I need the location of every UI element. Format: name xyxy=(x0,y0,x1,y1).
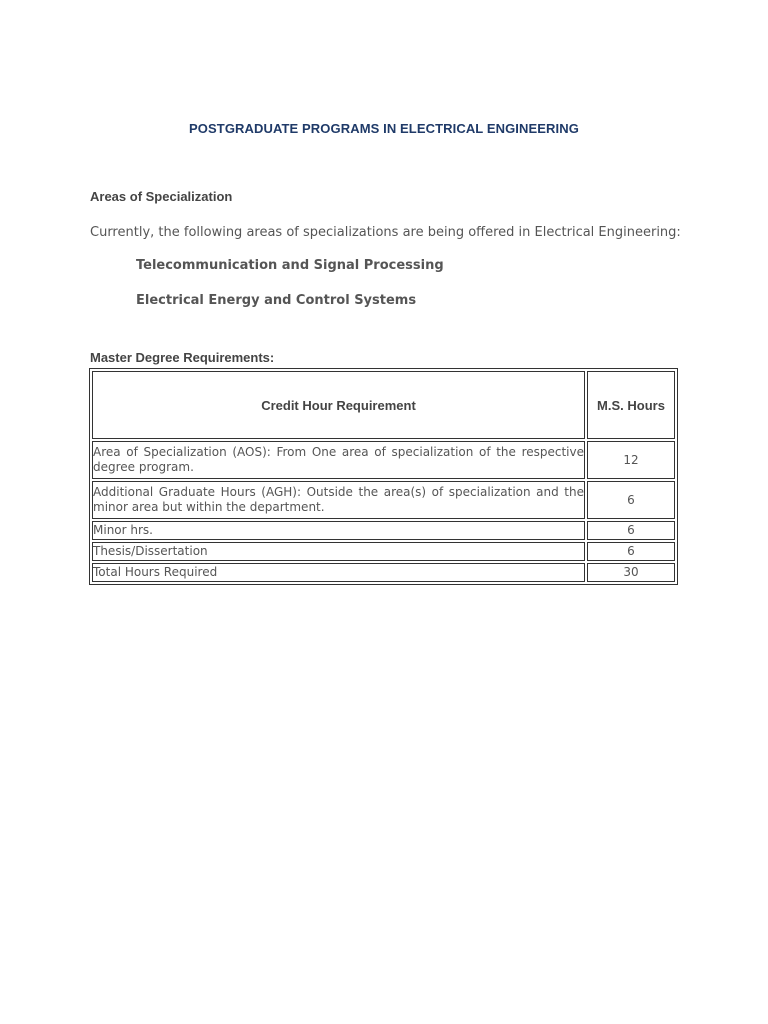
table-row xyxy=(92,563,675,582)
column-header-hours: M.S. Hours xyxy=(587,371,675,439)
hours-cell: 30 xyxy=(587,563,675,582)
table-row xyxy=(92,521,675,540)
requirements-table xyxy=(89,368,678,585)
hours-cell: 12 xyxy=(587,441,675,479)
table-row xyxy=(92,481,675,519)
requirement-cell: Thesis/Dissertation xyxy=(92,542,585,561)
areas-intro: Currently, the following areas of specializations are being offered in Electrical Engineering: xyxy=(90,225,681,240)
areas-heading: Areas of Specialization xyxy=(90,189,233,204)
hours-cell: 6 xyxy=(587,521,675,540)
requirement-cell: Additional Graduate Hours (AGH): Outside the area(s) of specialization and the minor area but within the department. xyxy=(92,481,585,519)
requirement-cell: Total Hours Required xyxy=(92,563,585,582)
aos-item-energy: Electrical Energy and Control Systems xyxy=(136,293,417,308)
table-row xyxy=(92,542,675,561)
page-title: POSTGRADUATE PROGRAMS IN ELECTRICAL ENGINEERING xyxy=(189,121,579,136)
table-header-row xyxy=(92,371,675,439)
column-header-requirement: Credit Hour Requirement xyxy=(92,371,585,439)
masters-heading: Master Degree Requirements: xyxy=(90,350,275,365)
table-row xyxy=(92,441,675,479)
aos-item-telecom: Telecommunication and Signal Processing xyxy=(136,258,444,273)
requirement-cell: Minor hrs. xyxy=(92,521,585,540)
requirement-cell: Area of Specialization (AOS): From One area of specialization of the respective degree program. xyxy=(92,441,585,479)
hours-cell: 6 xyxy=(587,542,675,561)
hours-cell: 6 xyxy=(587,481,675,519)
